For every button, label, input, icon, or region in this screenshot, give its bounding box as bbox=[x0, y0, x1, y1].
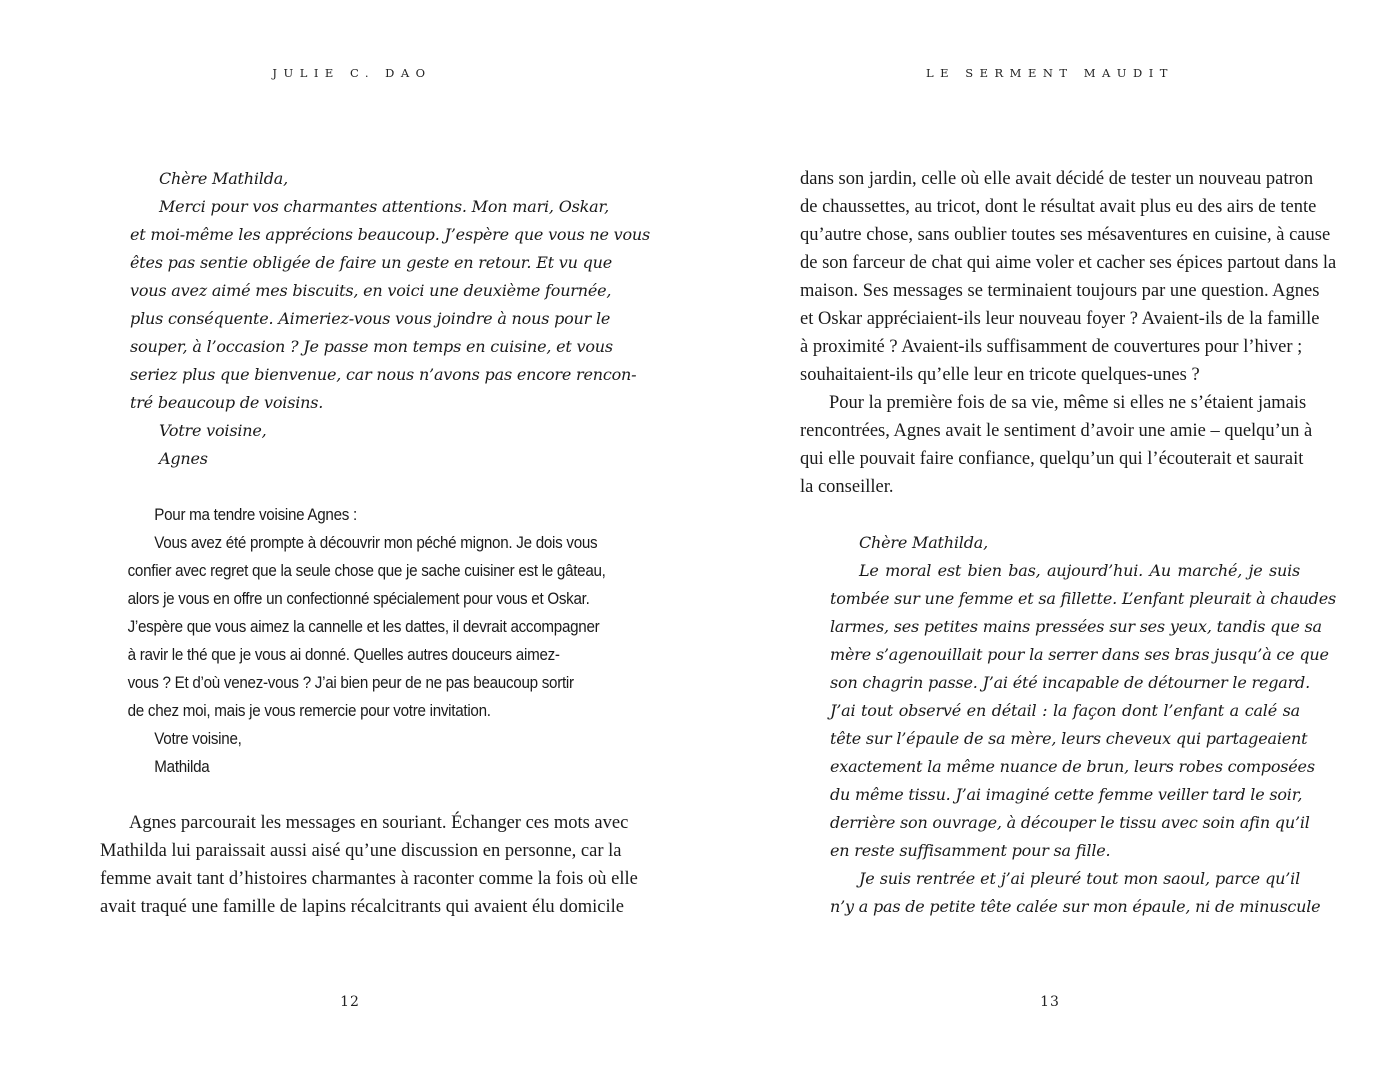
letter-line: vous avez aimé mes biscuits, en voici une deuxième fournée, bbox=[130, 281, 612, 300]
prose-line: avait traqué une famille de lapins récalcitrants qui avaient élu domicile bbox=[100, 897, 624, 917]
letter-line: n’y a pas de petite tête calée sur mon épaule, ni de minuscule bbox=[830, 897, 1321, 916]
letter-closing: Votre voisine, bbox=[159, 421, 267, 440]
section-space bbox=[100, 781, 600, 809]
letter-line: souper, à l’occasion ? Je passe mon temps en cuisine, et vous bbox=[130, 337, 613, 356]
prose-line: maison. Ses messages se terminaient toujours par une question. Agnes bbox=[800, 281, 1320, 301]
running-head-title bbox=[700, 66, 1400, 80]
letter-from-agnes bbox=[100, 165, 650, 473]
letter-from-agnes bbox=[800, 529, 1337, 921]
letter-salutation: Pour ma tendre voisine Agnes : bbox=[154, 506, 357, 524]
prose-line: à proximité ? Avaient-ils suffisamment de couvertures pour l’hiver ; bbox=[800, 337, 1303, 357]
letter-line: Vous avez été prompte à découvrir mon péché mignon. Je dois vous bbox=[154, 534, 598, 552]
letter-line: J’espère que vous aimez la cannelle et les dattes, il devrait accompagner bbox=[127, 618, 600, 636]
letter-line: J’ai tout observé en détail : la façon dont l’enfant a calé sa bbox=[830, 701, 1300, 720]
letter-line: alors je vous en offre un confectionné spécialement pour vous et Oskar. bbox=[127, 590, 590, 608]
letter-line: tombée sur une femme et sa fillette. L’enfant pleurait à chaudes bbox=[830, 589, 1337, 608]
letter-line: à ravir le thé que je vous ai donné. Quelles autres douceurs aimez- bbox=[127, 646, 560, 664]
letter-from-mathilda bbox=[100, 501, 606, 781]
narrative-paragraph bbox=[100, 809, 638, 921]
letter-line: et moi-même les apprécions beaucoup. J’espère que vous ne vous bbox=[130, 225, 650, 244]
letter-closing: Votre voisine, bbox=[154, 730, 242, 748]
prose-line: rencontrées, Agnes avait le sentiment d’avoir une amie – quelqu’un à bbox=[800, 421, 1313, 441]
letter-line: confier avec regret que la seule chose que je sache cuisiner est le gâteau, bbox=[127, 562, 606, 580]
letter-line: Merci pour vos charmantes attentions. Mon mari, Oskar, bbox=[159, 197, 610, 216]
page-number-left: 12 bbox=[340, 994, 360, 1010]
left-text-block bbox=[100, 165, 650, 921]
prose-line: dans son jardin, celle où elle avait décidé de tester un nouveau patron bbox=[800, 169, 1314, 189]
prose-line: la conseiller. bbox=[800, 477, 894, 497]
letter-line: larmes, ses petites mains pressées sur ses yeux, tandis que sa bbox=[830, 617, 1322, 636]
running-head-author bbox=[0, 66, 700, 80]
letter-line: derrière son ouvrage, à découper le tissu avec soin afin qu’il bbox=[830, 813, 1310, 832]
letter-salutation: Chère Mathilda, bbox=[859, 533, 988, 552]
right-text-block bbox=[800, 165, 1337, 921]
section-space bbox=[800, 501, 1300, 529]
prose-line: Agnes parcourait les messages en souriant. Échanger ces mots avec bbox=[129, 813, 629, 833]
letter-signature: Agnes bbox=[159, 449, 208, 468]
prose-line: et Oskar appréciaient-ils leur nouveau foyer ? Avaient-ils de la famille bbox=[800, 309, 1320, 329]
prose-line: femme avait tant d’histoires charmantes à raconter comme la fois où elle bbox=[100, 869, 638, 889]
prose-line: de chaussettes, au tricot, dont le résultat avait plus eu des airs de tente bbox=[800, 197, 1317, 217]
letter-line: en reste suffisamment pour sa fille. bbox=[830, 841, 1111, 860]
author-name: JULIE C. DAO bbox=[272, 66, 432, 80]
letter-line: vous ? Et d’où venez-vous ? J’ai bien peur de ne pas beaucoup sortir bbox=[127, 674, 574, 692]
prose-line: de son farceur de chat qui aime voler et cacher ses épices partout dans la bbox=[800, 253, 1337, 273]
letter-line: plus conséquente. Aimeriez-vous vous joindre à nous pour le bbox=[130, 309, 611, 328]
letter-line: Le moral est bien bas, aujourd’hui. Au marché, je suis bbox=[859, 561, 1300, 580]
right-page bbox=[700, 0, 1400, 1075]
letter-line: exactement la même nuance de brun, leurs robes composées bbox=[830, 757, 1315, 776]
letter-line: seriez plus que bienvenue, car nous n’avons pas encore rencon- bbox=[130, 365, 637, 384]
letter-line: Je suis rentrée et j’ai pleuré tout mon saoul, parce qu’il bbox=[859, 869, 1300, 888]
book-title: LE SERMENT MAUDIT bbox=[926, 66, 1174, 80]
prose-line: Pour la première fois de sa vie, même si elles ne s’étaient jamais bbox=[829, 393, 1307, 413]
narrative-paragraph bbox=[800, 389, 1313, 501]
page-number-right: 13 bbox=[1040, 994, 1060, 1010]
letter-line: du même tissu. J’ai imaginé cette femme veiller tard le soir, bbox=[830, 785, 1303, 804]
letter-line: tête sur l’épaule de sa mère, leurs cheveux qui partageaient bbox=[830, 729, 1308, 748]
prose-line: Mathilda lui paraissait aussi aisé qu’une discussion en personne, car la bbox=[100, 841, 622, 861]
letter-line: tré beaucoup de voisins. bbox=[130, 393, 324, 412]
prose-line: qui elle pouvait faire confiance, quelqu’un qui l’écouterait et saurait bbox=[800, 449, 1304, 469]
prose-line: souhaitaient-ils qu’elle leur en tricote quelques-unes ? bbox=[800, 365, 1200, 385]
letter-line: êtes pas sentie obligée de faire un geste en retour. Et vu que bbox=[130, 253, 613, 272]
narrative-paragraph-continued bbox=[800, 165, 1337, 389]
letter-salutation: Chère Mathilda, bbox=[159, 169, 288, 188]
letter-line: de chez moi, mais je vous remercie pour votre invitation. bbox=[127, 702, 491, 720]
prose-line: qu’autre chose, sans oublier toutes ses mésaventures en cuisine, à cause bbox=[800, 225, 1331, 245]
section-space bbox=[100, 473, 600, 501]
letter-line: son chagrin passe. J’ai été incapable de détourner le regard. bbox=[830, 673, 1310, 692]
letter-signature: Mathilda bbox=[154, 758, 210, 776]
letter-line: mère s’agenouillait pour la serrer dans ses bras jusqu’à ce que bbox=[830, 645, 1329, 664]
